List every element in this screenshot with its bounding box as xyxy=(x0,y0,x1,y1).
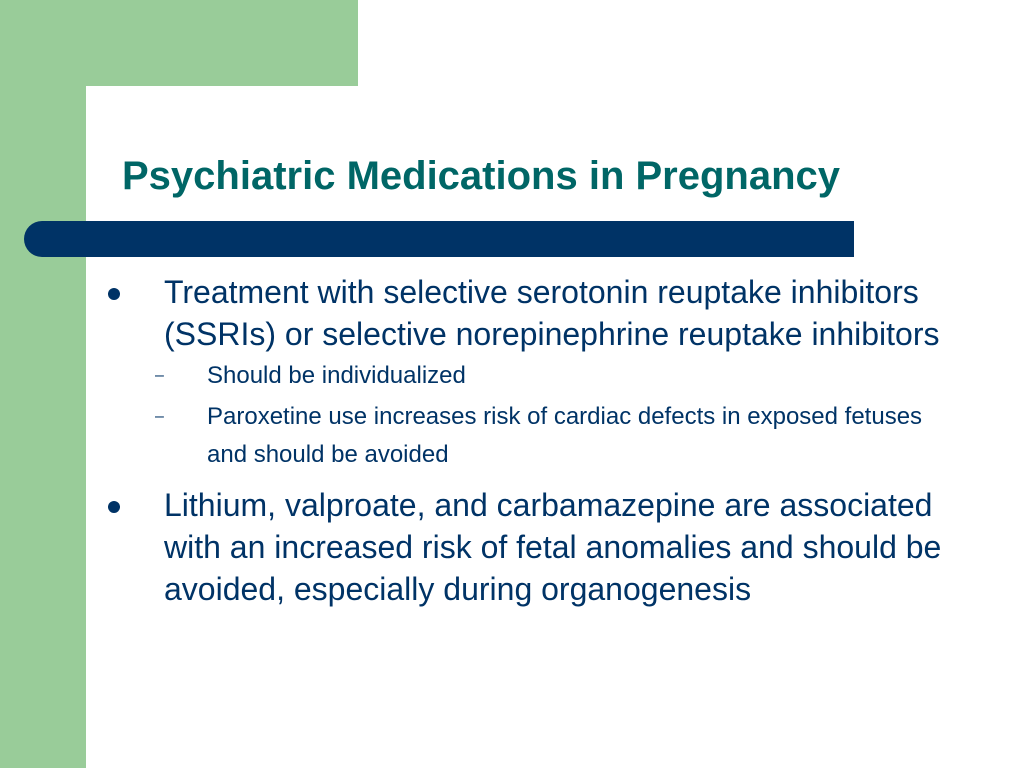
bullet-item xyxy=(0,484,954,610)
bullet-item xyxy=(0,271,954,355)
dash-icon: – xyxy=(155,408,164,425)
sub-bullet-text: Should be individualized xyxy=(207,362,466,389)
sub-bullet-item xyxy=(0,357,947,395)
sub-bullet-item xyxy=(0,398,947,474)
bullet-list xyxy=(0,271,1024,610)
title-underline-bar xyxy=(24,221,854,257)
bullet-text: Lithium, valproate, and carbamazepine are associated with an increased risk of fetal anomalies and should be avoided, especially during organogenesis xyxy=(164,487,942,607)
bullet-dot-icon xyxy=(108,501,120,513)
bullet-text: Treatment with selective serotonin reuptake inhibitors (SSRIs) or selective norepinephrine reuptake inhibitors xyxy=(164,274,940,352)
sub-bullet-text: Paroxetine use increases risk of cardiac defects in exposed fetuses and should be avoided xyxy=(207,403,923,468)
bullet-dot-icon xyxy=(108,288,120,300)
green-accent-top xyxy=(0,0,358,86)
dash-icon: – xyxy=(155,367,164,384)
slide-title: Psychiatric Medications in Pregnancy xyxy=(122,154,841,198)
